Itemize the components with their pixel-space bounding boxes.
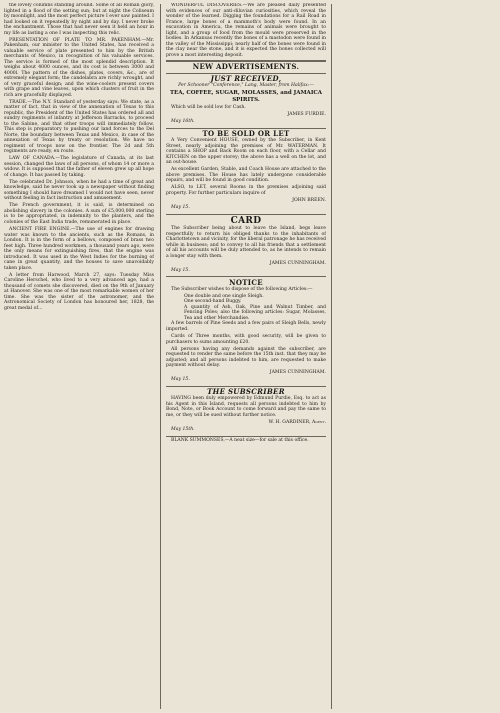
ad-title: NOTICE (229, 277, 263, 287)
footer-note: BLANK SUMMONSES,—A neat size—for sale at this office. (171, 438, 309, 444)
ad-body: The Subscriber being about to leave the Island, begs leave respectfully to return his obliged thanks to the inhabitants of Charlottetown and vicinity, for the liberal patronage he has received while in business; and to convey to all his friends that a settlement of all his accounts will be duly attended to, as he intends to remain a longer stay with them. (166, 226, 326, 259)
column-right (336, 3, 496, 709)
ad-date: May 15. (171, 377, 190, 383)
news-paragraph: The celebrated Dr. Johnson, when he had a time of great and knowledge, said he never took up a newspaper without finding something I should have dreamed I would not have seen, never without feeling in fact instruction and amusement. (4, 179, 154, 202)
ad-body: As excellent Garden, Stable, and Coach House are attached to the above premises. The House has lately undergone considerable repairs, and will be found in good condition. (166, 167, 326, 184)
ad-signature: JAMES FURDIE. (287, 111, 326, 117)
list-item: A quantity of Ash, Oak, Pine and Walnut Timber, and Fencing Poles; also the following articles: Sugar, Molasses, Tea and other Merchandise. (184, 304, 326, 321)
news-paragraph: TRADE.—The N.Y. Standard of yesterday says: We state, as a matter of fact, that in view of the annexation of Texas to this republic, the President of the United States has ordered all and sundry regiments of infantry at Jefferson Barracks, to proceed to the Sabine, and that other troops will immediately follow. This step is preparatory to pushing our land forces to the Del Norte, the boundary between Texas and Mexico, in case of the annexation of Texas by treaty or resolution. We have no regiment of troops now on the frontier. The 2d and 5th regiments are ready, en route. (4, 99, 154, 155)
news-paragraph: A letter from Harwood, March 27, says: Tuesday Miss Caroline Herschel, who lived to a very advanced age, had a thousand of comets she discovered, died on the 9th of January at Hanover. She was one of the most remarkable women of her time. She was the sister of the astronomer, and the Astronomical Society of London has honoured her, 1828, the great medal of... (4, 272, 154, 311)
news-paragraph: ANCIENT FIRE ENGINE.—The use of engines for drawing water was known to the ancients, such as the Romans, in London. It is in the form of a bellows, composed of brass two feet high. Three hundred workmen, a thousand years ago, were the only means for extinguishing fires, that the engine was introduced. It was used in the West Indies for the burning of cane in great quantity, and the houses to save unavoidably taken place. (4, 227, 154, 271)
ad-body: The Subscriber wishes to dispose of the following Articles:— (171, 286, 313, 292)
list-item: One second-hand Buggy. (184, 299, 242, 305)
ad-signature: JAMES CUNNINGHAM. (269, 370, 326, 376)
column-rule-1 (160, 4, 161, 709)
column-advertisements (166, 3, 326, 709)
ad-body: A few barrels of Pine Seeds and a few pairs of Sleigh Bells, newly imported. (166, 321, 326, 332)
ad-body: ALSO, to LET, several Rooms in the premises adjoining said property. For further particulars inquire of (166, 185, 326, 196)
ad-date: May 15th. (171, 427, 195, 433)
ad-title: CARD (230, 216, 262, 227)
list-item: One double and one single Sleigh. (184, 293, 264, 299)
column-news (4, 3, 154, 709)
ad-subscriber (166, 388, 326, 436)
ad-date: May 16th. (171, 118, 195, 124)
news-paragraph: PRESENTATION OF PLATE TO MR. PAKENHAM.—Mr. Pakenham, our minister to the United States, has received a valuable service of plate presented to him by the British merchants of Mexico, in recognition of his valuable services. The service is formed of the most splendid description. It weighs about 4000 ounces, and its cost is between 3000 and 4000l. The pattern of the dishes, plates, covers, &c., are of extremely elegant form; the candelabra are richly wrought, and of very graceful design; and the wine-coolers present covers with grape and vine leaves, upon which clusters of fruit in the rich are gracefully displayed. (4, 37, 154, 98)
news-paragraph: the lovely columns standing around. Some of all Roman glory, lighted in a flood of the setting sun; but at night the Coliseum by moonlight, and the most perfect picture I ever saw painted. I had looked on it repeatedly by night and by day. I never broke the enchantment. Those that had never seen it held an hour in my life as lasting a one I was inspecting this relic. (4, 3, 154, 36)
ad-just-received (166, 75, 326, 128)
ad-notice (166, 279, 326, 387)
news-paragraph: LAW OF CANADA.—The legislature of Canada, at its last session, changed the laws of all persons, of whom 14 or more a widow. It is supposed that the father of eleven grew up all hope of change. It has passed by taking. (4, 156, 154, 178)
ad-signature: JAMES CUNNINGHAM. (269, 260, 326, 266)
ad-note: Which will be sold low for Cash. (171, 104, 246, 110)
ad-body: A Very Convenient HOUSE, owned by the Subscriber, in Kent Street, nearly adjoining the premises of Mr. WATERMAN. It contains a SHOP and Back Room on each floor, with a Cellar and KITCHEN on the upper storey; the above has a well on the lot, and an out-house. (166, 138, 326, 166)
ad-date: May 15. (171, 204, 190, 210)
ad-body: Per Schooner "Conference," Lang, Master, from Halifax:— (178, 83, 314, 89)
ad-to-be-sold (166, 130, 326, 214)
ad-title: JUST RECEIVED, (210, 74, 282, 84)
column-rule-2 (331, 4, 332, 709)
news-paragraph: The French government, it is said, is determined on abolishing slavery in the colonies. A sum of £5,000,000 sterling is to be appropriated, in indemnity to the planters, and the colonies of the East India trade, remunerated in place. (4, 203, 154, 225)
ad-body: Cards of Three months, with good security, will be given to purchasers to sums amounting £20. (166, 334, 326, 345)
ad-body: HAVING been duly empowered by Edmund Purdie, Esq. to act as his Agent in this Island, requests all persons indebted to him by Bond, Note, or Book Account to come forward and pay the same to me, or they will be sued without further notice. (166, 396, 326, 418)
ad-body: All persons having any demands against the subscriber, are requested to render the same before the 15th inst. that they may be adjusted; and all persons indebted to him, are requested to make payment without delay. (166, 346, 326, 369)
news-paragraph: WONDERFUL DISCOVERIES.—We are pleased daily presented with evidences of our anti-diluvian curiosities, which reveal the wonder of the learned. Digging the foundations for a Rail Road in France, large bones of a mammoth's body were found. In an excavation in America, the remains of animals were brought to light, and a group of food from the mould were preserved in the bodies. In Arkansas recently the bones of a mastodon were found in the valley of the Mississippi; nearly half of the bones were found in the clay near the stone, and it is expected the bones collected will prove a most interesting deposit. (166, 3, 326, 58)
ad-date: May 15. (171, 267, 190, 273)
ad-title: TO BE SOLD OR LET (202, 129, 290, 139)
ad-signature: W. H. GARDINER, Agent. (268, 419, 326, 425)
ad-goods: TEA, COFFEE, SUGAR, MOLASSES, and JAMAICA SPIRITS. (169, 90, 323, 103)
ad-list (166, 294, 326, 322)
ad-title: THE SUBSCRIBER (207, 387, 285, 397)
ad-signature: JOHN BREEN. (292, 197, 326, 203)
section-heading: NEW ADVERTISEMENTS. (192, 62, 300, 72)
ad-card (166, 216, 326, 277)
